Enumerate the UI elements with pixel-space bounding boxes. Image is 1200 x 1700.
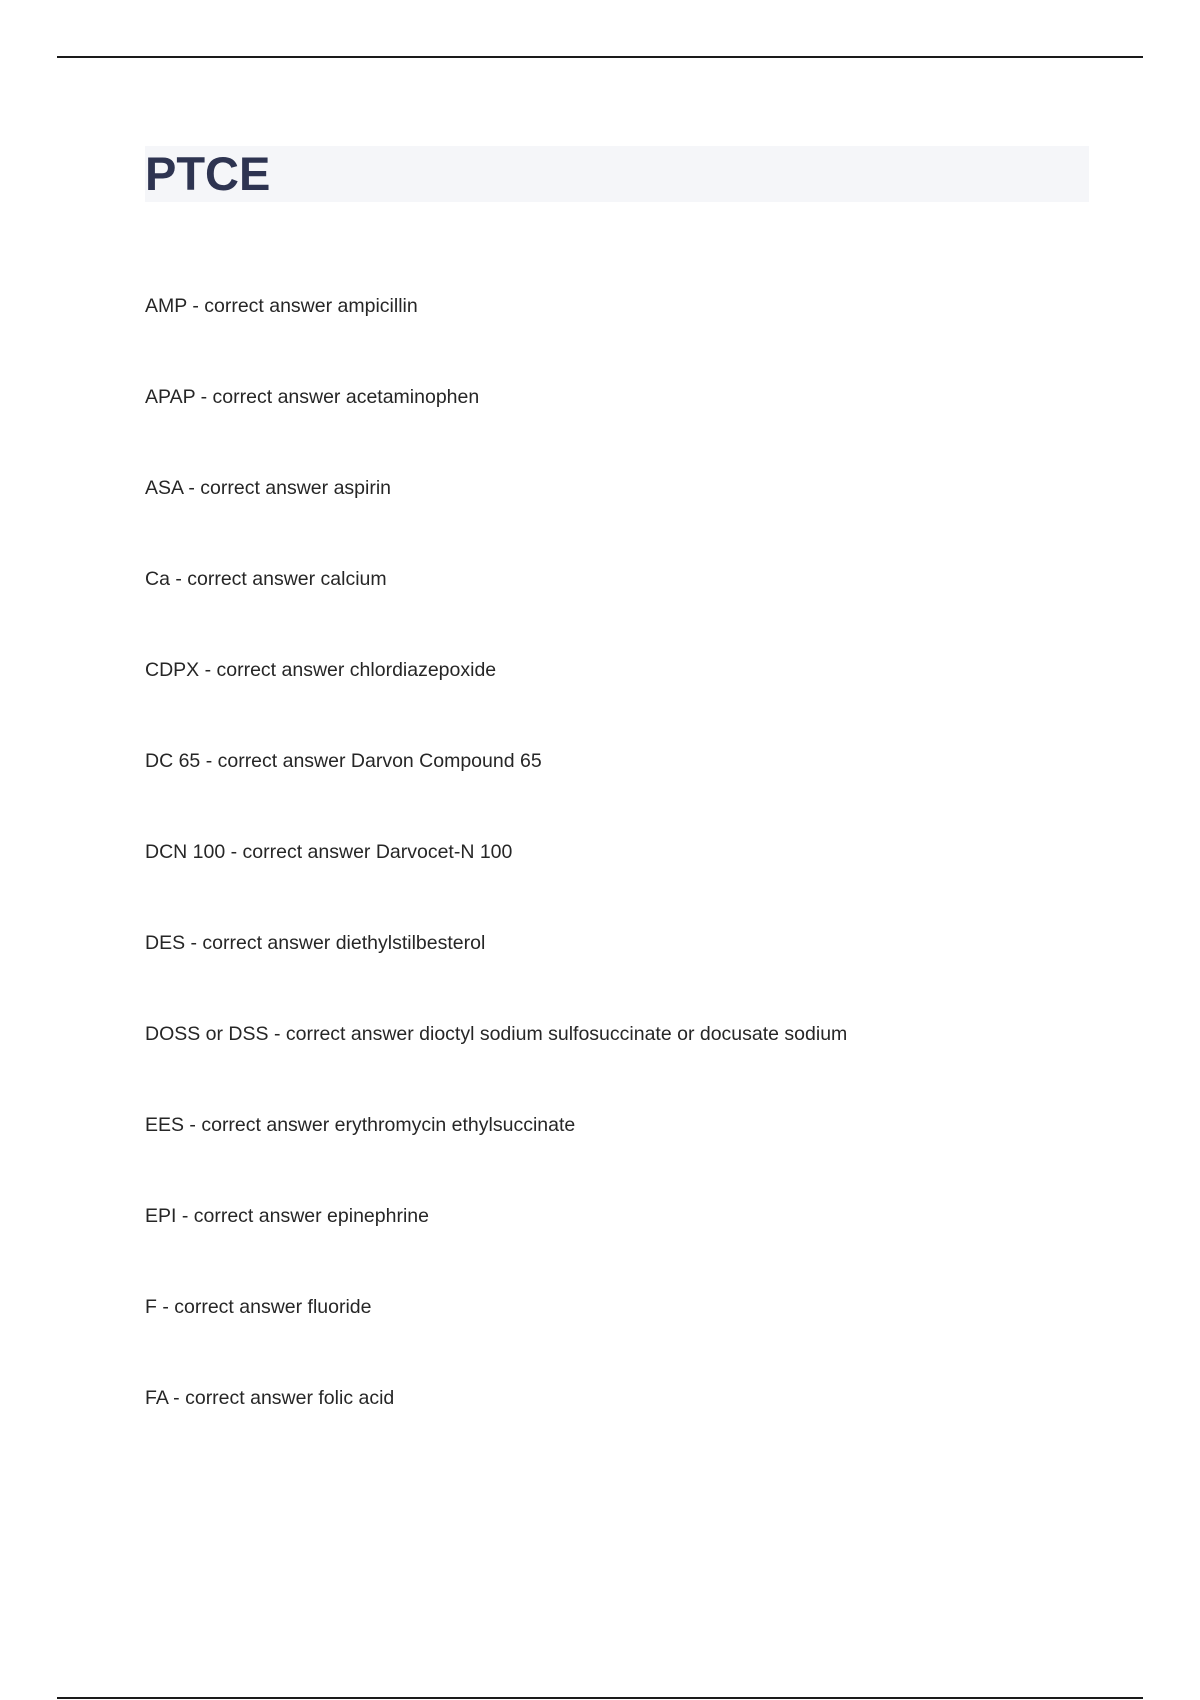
flashcard-list — [145, 292, 847, 1475]
list-item: Ca - correct answer calcium — [145, 568, 387, 590]
list-item: DCN 100 - correct answer Darvocet-N 100 — [145, 841, 513, 863]
list-item: AMP - correct answer ampicillin — [145, 295, 418, 317]
list-item: DC 65 - correct answer Darvon Compound 65 — [145, 750, 542, 772]
list-item: F - correct answer fluoride — [145, 1296, 372, 1318]
list-item: ASA - correct answer aspirin — [145, 477, 392, 499]
title-banner — [145, 146, 1089, 202]
footer-rule — [57, 1697, 1143, 1699]
list-item: FA - correct answer folic acid — [145, 1387, 395, 1409]
list-item: APAP - correct answer acetaminophen — [145, 386, 480, 408]
list-item: CDPX - correct answer chlordiazepoxide — [145, 659, 497, 681]
list-item: DES - correct answer diethylstilbesterol — [145, 932, 486, 954]
list-item: EPI - correct answer epinephrine — [145, 1205, 429, 1227]
header-rule — [57, 56, 1143, 58]
list-item: DOSS or DSS - correct answer dioctyl sodium sulfosuccinate or docusate sodium — [145, 1023, 848, 1045]
list-item: EES - correct answer erythromycin ethylsuccinate — [145, 1114, 576, 1136]
document-title: PTCE — [145, 147, 271, 200]
